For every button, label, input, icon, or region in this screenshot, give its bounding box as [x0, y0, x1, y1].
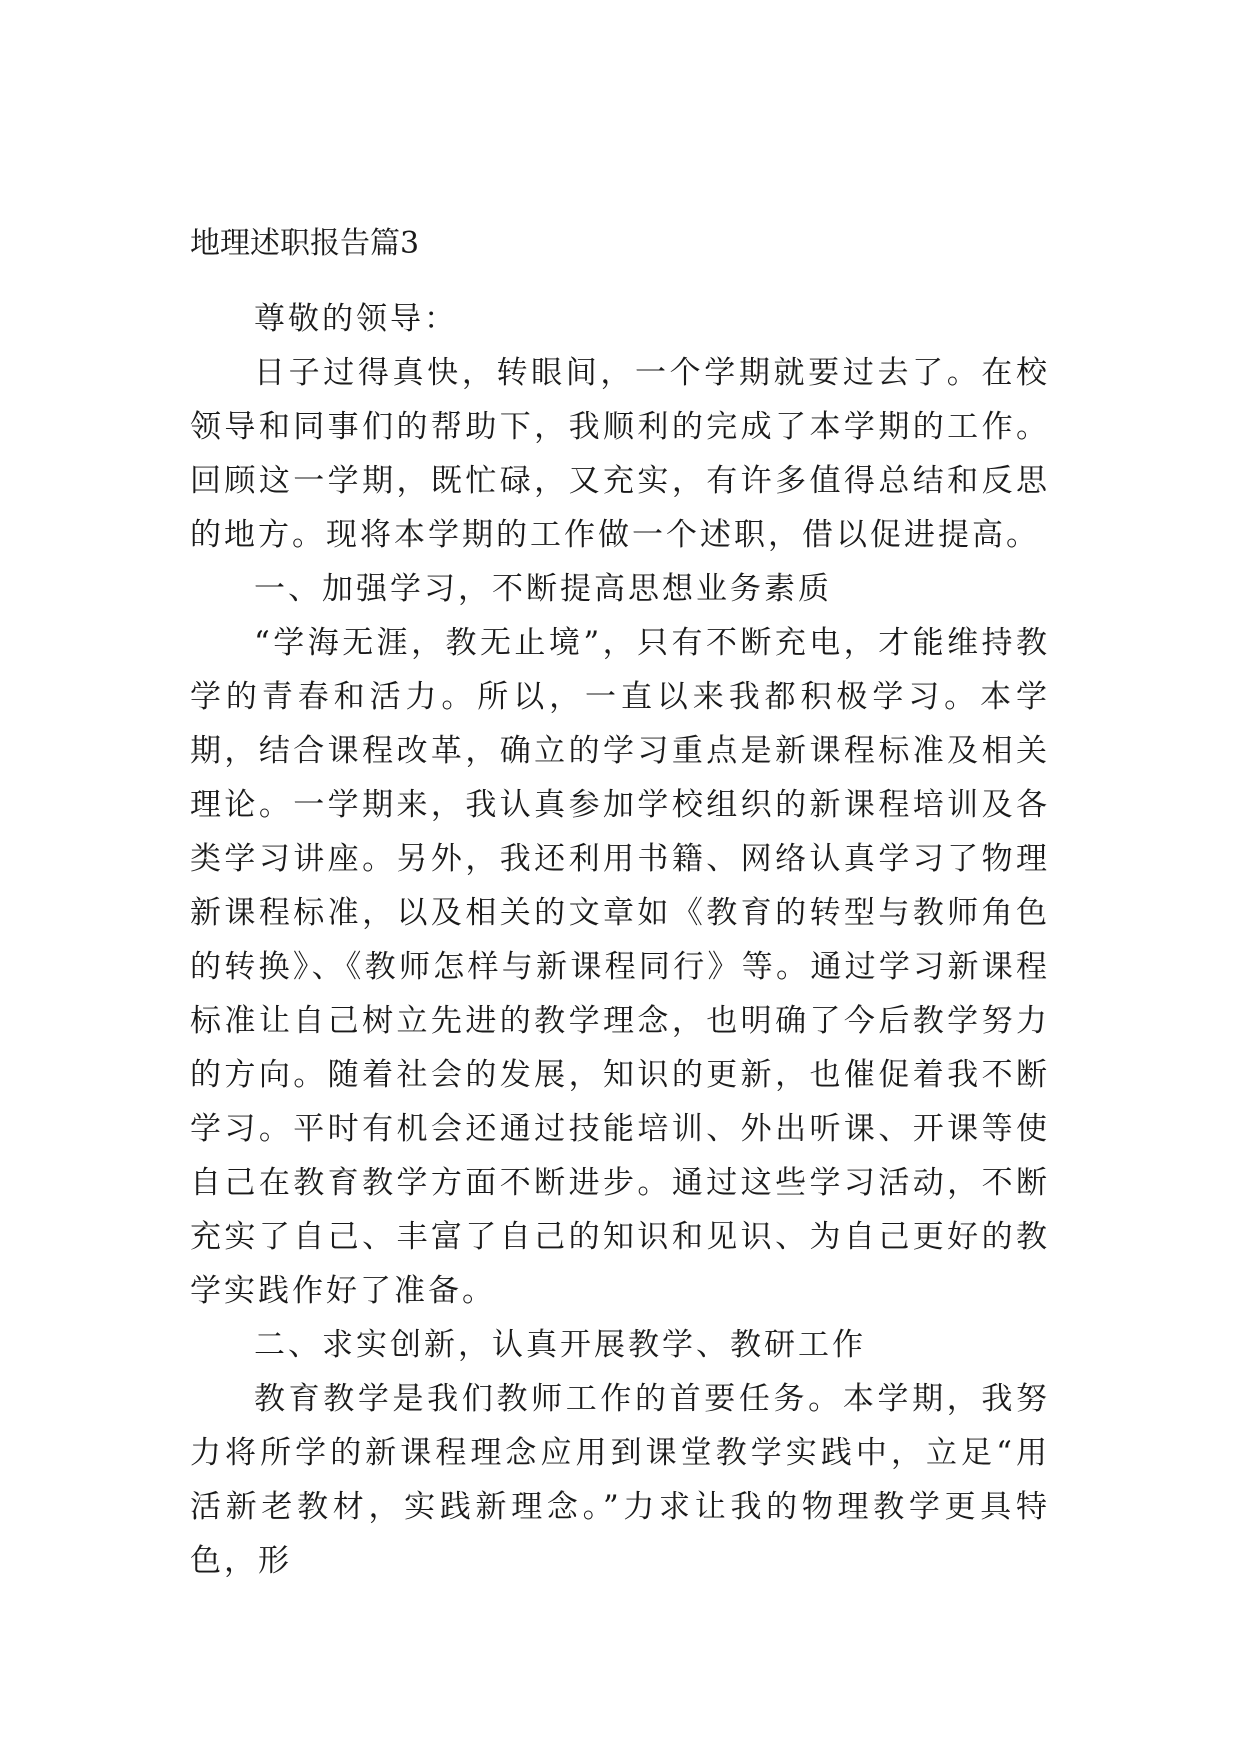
- section-heading-1: 一、加强学习，不断提高思想业务素质: [254, 571, 832, 607]
- section-heading-2: 二、求实创新，认真开展教学、教研工作: [254, 1327, 866, 1363]
- salutation: 尊敬的领导：: [254, 301, 458, 337]
- document-title: 地理述职报告篇3: [190, 226, 420, 261]
- section-1-paragraph: “学海无涯，教无止境”，只有不断充电，才能维持教学的青春和活力。所以，一直以来我都积极学习。本学期，结合课程改革，确立的学习重点是新课程标准及相关理论。一学期来，我认真参加学校组织的新课程培训及各类学习讲座。另外，我还利用书籍、网络认真学习了物理新课程标准，以及相关的文章如《教育的转型与教师角色的转换》、《教师怎样与新课程同行》等。通过学习新课程标准让自己树立先进的教学理念，也明确了今后教学努力的方向。随着社会的发展，知识的更新，也催促着我不断学习。平时有机会还通过技能培训、外出听课、开课等使自己在教育教学方面不断进步。通过这些学习活动，不断充实了自己、丰富了自己的知识和见识、为自己更好的教学实践作好了准备。: [190, 625, 1050, 1309]
- intro-paragraph: 日子过得真快，转眼间，一个学期就要过去了。在校领导和同事们的帮助下，我顺利的完成了本学期的工作。回顾这一学期，既忙碌，又充实，有许多值得总结和反思的地方。现将本学期的工作做一个述职，借以促进提高。: [190, 355, 1050, 553]
- section-2-paragraph: 教育教学是我们教师工作的首要任务。本学期，我努力将所学的新课程理念应用到课堂教学实践中，立足“用活新老教材，实践新理念。”力求让我的物理教学更具特色，形: [190, 1381, 1050, 1579]
- document-body: [190, 292, 1050, 1588]
